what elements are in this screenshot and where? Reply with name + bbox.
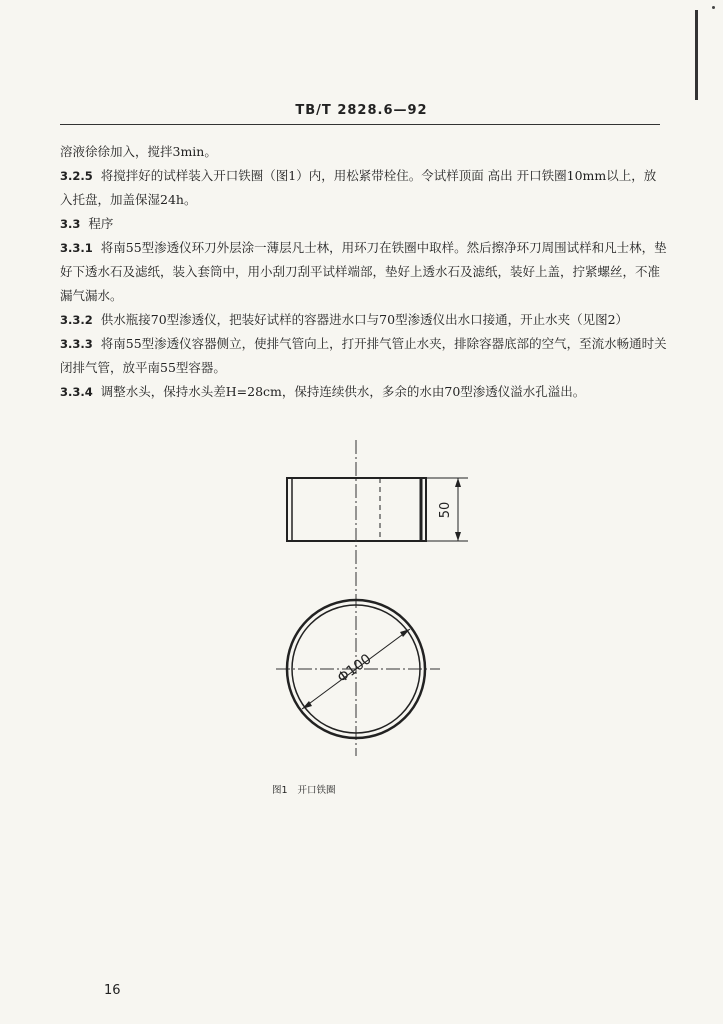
ring-top-view bbox=[287, 600, 425, 738]
ring-outer-circle bbox=[287, 600, 425, 738]
scan-binding-edge bbox=[695, 10, 698, 100]
ring-inner-circle bbox=[292, 605, 420, 733]
figure-number: 图1 bbox=[272, 785, 288, 796]
diameter-arrow-end bbox=[400, 629, 410, 637]
figure-caption bbox=[272, 782, 346, 796]
section-number: 3.3.1 bbox=[60, 241, 93, 255]
diameter-line bbox=[302, 629, 410, 709]
page-number: 16 bbox=[104, 983, 121, 998]
paragraph-text: 供水瓶接70型渗透仪，把装好试样的容器进水口与70型渗透仪出水口接通，开止水夹（见图2） bbox=[100, 312, 629, 327]
dimension-arrow-bottom bbox=[455, 532, 461, 541]
standard-code-header: TB/T 2828.6—92 bbox=[295, 103, 428, 118]
paragraph-text: 调整水头，保持水头差H=28cm，保持连续供水，多余的水由70型渗透仪溢水孔溢出。 bbox=[100, 384, 586, 399]
section-number: 3.3 bbox=[60, 217, 81, 231]
paragraph-3-3-1 bbox=[60, 236, 668, 308]
section-number: 3.3.3 bbox=[60, 337, 93, 351]
paragraph-text: 将南55型渗透仪环刀外层涂一薄层凡士林，用环刀在铁圈中取样。然后擦净环刀周围试样和凡士林，垫好下透水石及滤纸，装入套筒中，用小刮刀刮平试样端部，垫好上透水石及滤纸，装好上盖，拧紧螺丝，不准漏气漏水。 bbox=[60, 240, 667, 303]
section-heading: 程序 bbox=[88, 216, 114, 231]
paragraph-text: 溶液徐徐加入，搅拌3min。 bbox=[60, 144, 217, 159]
header-rule bbox=[60, 124, 660, 125]
body-text bbox=[60, 140, 668, 404]
dimension-arrow-top bbox=[455, 478, 461, 487]
scan-mark bbox=[712, 6, 715, 9]
paragraph-text: 将搅拌好的试样装入开口铁圈（图1）内，用松紧带栓住。令试样顶面 高出 开口铁圈10mm以上，放入托盘，加盖保湿24h。 bbox=[60, 168, 657, 207]
diameter-arrow-start bbox=[302, 701, 312, 709]
section-number: 3.3.2 bbox=[60, 313, 93, 327]
ring-side-outline bbox=[287, 478, 426, 541]
figure-title: 开口铁圈 bbox=[297, 785, 336, 796]
paragraph-3-3-2 bbox=[60, 308, 668, 332]
diameter-label: Φ100 bbox=[334, 651, 375, 687]
paragraph-3-3-3 bbox=[60, 332, 668, 380]
section-number: 3.3.4 bbox=[60, 385, 93, 399]
section-number: 3.2.5 bbox=[60, 169, 93, 183]
paragraph-text: 将南55型渗透仪容器侧立，使排气管向上，打开排气管止水夹，排除容器底部的空气，至流水畅通时关闭排气管，放平南55型容器。 bbox=[60, 336, 667, 375]
paragraph-3-2-5 bbox=[60, 164, 668, 212]
paragraph-3-3-4 bbox=[60, 380, 668, 404]
ring-side-view bbox=[287, 478, 468, 541]
height-dimension-label: 50 bbox=[438, 501, 453, 519]
paragraph-continuation bbox=[60, 140, 668, 164]
heading-3-3 bbox=[60, 212, 668, 236]
